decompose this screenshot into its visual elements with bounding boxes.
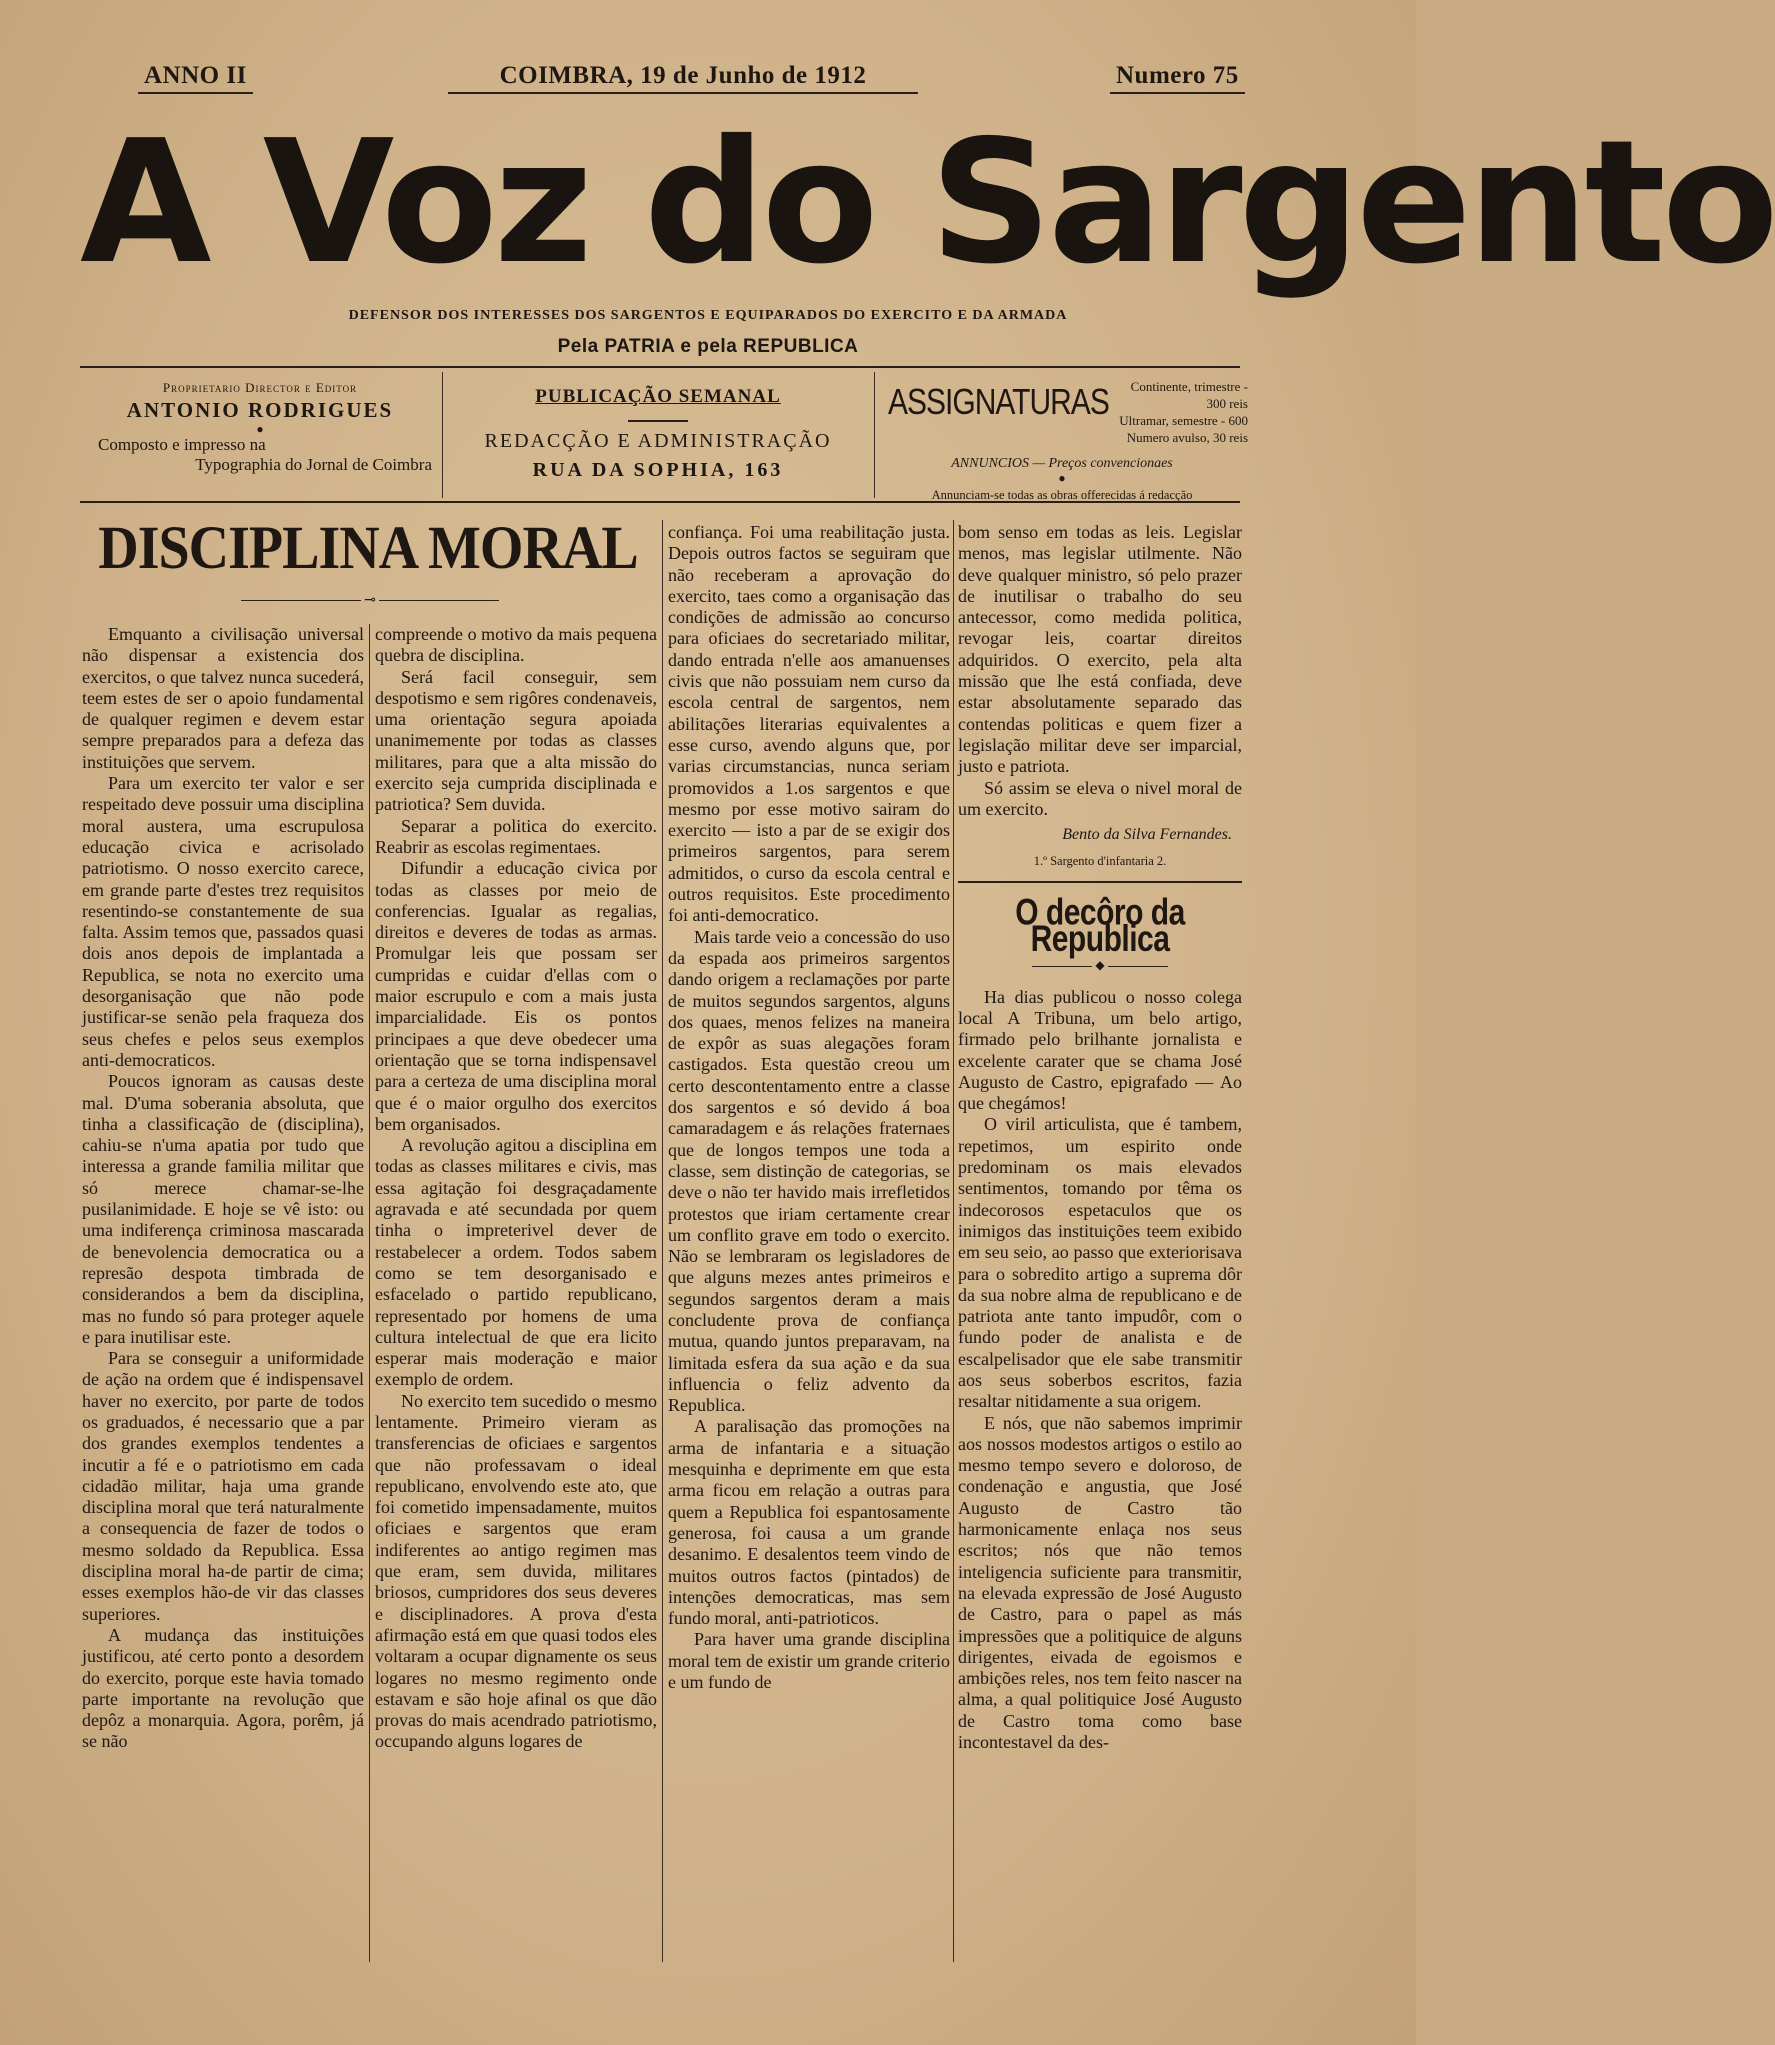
paragraph: Difundir a educação civica por todas as classes por meio de conferencias. Igualar as regalias, direitos e deveres de todas as armas. Promulgar leis que possam ser cumpridas e cuidar d'ellas com o maior escrupulo e com a mais justa imparcialidade. Eis os pontos principaes a que deve obedecer uma orientação que se torna indispensavel para a certeza de uma disciplina moral que é o maior orgulho dos exercitos bem organisados. xyxy=(375,858,657,1134)
price-avulso: Numero avulso, 30 reis xyxy=(1126,430,1248,445)
paragraph: Para haver uma grande disciplina moral tem de existir um grande criterio e um fundo de xyxy=(668,1629,950,1693)
paragraph: O viril articulista, que é tambem, repetimos, um espirito onde predominam os mais elevados sentimentos, tomando por têma os indecorosos espetaculos que os inimigos das instituições teem exibido em seu seio, ao passo que exteriorisava para o sobredito artigo a suprema dôr da sua nobre alma de republicano e de patriota ante tanto impudôr, com o fundo poder de analista e de escalpelisador que ele sabe transmitir aos seus soberbos escritos, fazia resaltar nitidamente a sua origem. xyxy=(958,1114,1242,1412)
short-rule xyxy=(628,420,688,422)
info-divider-left xyxy=(442,372,443,498)
ads-pricing: ANNUNCIOS — Preços convencionaes xyxy=(951,456,1173,471)
dot-ornament: ● xyxy=(1058,471,1066,485)
publication-info xyxy=(444,372,872,500)
paragraph: compreende o motivo da mais pequena quebra de disciplina. xyxy=(375,624,657,666)
paragraph: Separar a politica do exercito. Reabrir as escolas regimentaes. xyxy=(375,815,657,857)
paragraph: Poucos ignoram as causas deste mal. D'uma soberania absoluta, que tinha a classificação de (disciplina), cahiu-se n'uma apatia por tudo que interessa a grande familia militar que só merece chamar-se-lhe pusilanimidade. E hoje se vê isto: ou uma indiferença criminosa mascarada de benevolencia democratica ou a represão despota timbrada de considerandos a bem da disciplina, mas no fundo só para proteger aquele e para inutilisar este. xyxy=(82,1071,364,1347)
printed-label: Composto e impresso na xyxy=(98,435,266,454)
subscription-prices xyxy=(1119,378,1248,446)
article-column-1 xyxy=(82,624,364,1964)
title-ornament: ⊸ xyxy=(230,592,510,609)
article-column-4 xyxy=(958,522,1242,1964)
paragraph: bom senso em todas as leis. Legislar menos, mas legislar utilmente. Não deve qualquer ministro, só pelo prazer de inutilisar o trabalho do seu antecessor, como medida politica, revogar leis, coartar direitos adquiridos. O exercito, pela alta missão que lhe está confiada, deve estar absolutamente separado das contendas politicas e quem fizer a legislação militar deve ser imparcial, justo e patriota. xyxy=(958,522,1242,777)
dateline: COIMBRA, 19 de Junho de 1912 xyxy=(448,62,918,94)
issue-number: Numero 75 xyxy=(1110,62,1245,94)
paragraph: Para um exercito ter valor e ser respeitado deve possuir uma disciplina moral austera, uma escrupulosa educação civica e acrisolado patriotismo. O nosso exercito carece, em grande parte d'estes trez requisitos resentindo-se constantemente de sua falta. Assim temos que, passados quasi dois anos depois de implantada a Republica, se nota no exercito uma desorganisação que não pode justificar-se senão pela fraqueza dos seus chefes e pelos seus exemplos anti-democraticos. xyxy=(82,773,364,1070)
column-rule xyxy=(369,624,370,1962)
paragraph: No exercito tem sucedido o mesmo lentamente. Primeiro vieram as transferencias de oficiaes e sargentos que não professavam o ideal republicano, envolvendo este ato, que foi cometido impensadamente, muitos oficiaes e sargentos que eram indiferentes ao antigo regimen mas que eram, sem duvida, militares briosos, cumpridores dos seus deveres e disciplinadores. A prova d'esta afirmação está em que quasi todos eles voltaram a ocupar dignamente os seus logares no mesmo regimento onde estavam e são hoje afinal os que dão provas do mais acendrado patriotismo, occupando alguns logares de xyxy=(375,1390,657,1752)
subscriptions-info xyxy=(876,372,1248,500)
publication-frequency: PUBLICAÇÃO SEMANAL xyxy=(535,386,781,407)
ads-note: Annunciam-se todas as obras offerecidas á redacção xyxy=(931,488,1193,502)
editorial-office: REDACÇÃO E ADMINISTRAÇÃO xyxy=(484,430,832,452)
subscriptions-title: ASSIGNATURAS xyxy=(888,382,1109,423)
price-continente: Continente, trimestre - 300 reis xyxy=(1130,379,1248,411)
info-divider-right xyxy=(874,372,875,498)
dot-ornament: ● xyxy=(256,422,264,436)
tagline: DEFENSOR DOS INTERESSES DOS SARGENTOS E EQUIPARADOS DO EXERCITO E DA ARMADA xyxy=(348,308,1068,323)
paragraph: confiança. Foi uma reabilitação justa. Depois outros factos se seguiram que não receberam a aprovação do exercito, taes como a organisação das condições de admissão ao concurso para oficiaes do secretariado militar, dando entrada n'elle aos amanuenses civis que não possuiam nem curso da escola central de sargentos, nem abilitações literarias equivalentes a esse curso, avendo alguns que, por varias circumstancias, nunca seriam promovidos a 1.os sargentos e que mesmo por esse motivo sairam do exercito — isto a par de se exigir dos primeiros sargentos, para serem admitidos, o curso da escola central e outros requisitos. Este procedimento foi anti-democratico. xyxy=(668,522,950,926)
author-signature: Bento da Silva Fernandes. xyxy=(1062,826,1232,844)
author-rank: 1.º Sargento d'infantaria 2. xyxy=(1033,854,1167,869)
owner-name: ANTONIO RODRIGUES xyxy=(126,398,394,422)
paragraph: Para se conseguir a uniformidade de ação na ordem que é indispensavel haver no exercito, por parte de todos os graduados, é necessario que a par dos grandes exemplos tendentes a incutir a fé e o patriotismo em cada cidadão militar, haja uma grande disciplina moral que terá naturalmente a consequencia de fazer de todos o mesmo soldado da Republica. Essa disciplina moral ha-de partir de cima; esses exemplos hão-de vir das classes superiores. xyxy=(82,1348,364,1624)
column-rule xyxy=(662,520,663,1962)
paragraph: A revolução agitou a disciplina em todas as classes militares e civis, mas essa agitação foi desgraçadamente agravada e até secundada por quem tinha o impreterivel dever de restabelecer a ordem. Todos sabem como se tem desorganisado e esfacelado o partido republicano, representado por homens de uma cultura intelectual de que era licito esperar mais moderação e maior exemplo de ordem. xyxy=(375,1135,657,1390)
paragraph: A mudança das instituições justificou, até certo ponto a desordem do exercito, porque este havia tomado parte importante na revolução que depôz a monarquia. Agora, porêm, já se não xyxy=(82,1624,364,1752)
article-column-2 xyxy=(375,624,657,1964)
price-ultramar: Ultramar, semestre - 600 xyxy=(1119,413,1248,428)
article2-ornament: ◆ xyxy=(958,955,1242,976)
paragraph: Só assim se eleva o nivel moral de um exercito. xyxy=(958,777,1242,819)
paragraph: Será facil conseguir, sem despotismo e sem rigôres condenaveis, uma orientação segura apoiada unanimemente por todas as classes militares, para que a alta missão do exercito seja cumprida disciplinada e patriotica? Sem duvida. xyxy=(375,666,657,815)
paragraph: Mais tarde veio a concessão do uso da espada aos primeiros sargentos dando origem a reclamações por parte de muitos segundos sargentos, alguns dos quaes, menos felizes na maneira de expôr as suas alegações foram castigados. Esta questão creou um certo descontentamento entre a classe dos sargentos e só devido á boa camaradagem e ás relações fraternaes que de longos tempos une toda a classe, sem distinção de categorias, se deve o não ter havido mais irrefletidos protestos que iriam certamente crear um conflito grave em todo o exercito. Não se lembraram os legisladores de que alguns mezes antes primeiros e segundos sargentos deram a mais concludente prova de confiança mutua, quando juntos preparavam, na limitada esfera da sua ação e da sua influencia o feliz advento da Republica. xyxy=(668,926,950,1416)
article-separator xyxy=(958,881,1242,883)
office-address: RUA DA SOPHIA, 163 xyxy=(532,459,784,481)
paragraph: Ha dias publicou o nosso colega local A Tribuna, um belo artigo, firmado pelo brilhante jornalista e excelente carater que se chama José Augusto de Castro, epigrafado — Ao que chegámos! xyxy=(958,986,1242,1114)
article2-title: O decôro da Republica xyxy=(1015,891,1185,960)
proprietor-label: Proprietario Director e Editor xyxy=(162,380,358,395)
motto: Pela PATRIA e pela REPUBLICA xyxy=(557,336,859,357)
column-rule xyxy=(953,520,954,1962)
paragraph: Emquanto a civilisação universal não dispensar a existencia dos exercitos, o que talvez nunca sucederá, teem estes de ser o apoio fundamental de qualquer regimen e devem estar sempre preparados para a defeza das instituições que servem. xyxy=(82,624,364,772)
article-column-3 xyxy=(668,522,950,1964)
paragraph: A paralisação das promoções na arma de infantaria e a situação mesquinha e deprimente em que esta arma ficou em relação a outras para quem a Republica foi espantosamente generosa, foi causa a um grande desanimo. E desalentos teem vindo de muitos outros factos (pintados) de intenções democraticas, mas sem fundo moral, anti-patrioticos. xyxy=(668,1416,950,1629)
masthead-title: A Voz do Sargento xyxy=(80,104,1775,302)
article-title: DISCIPLINA MORAL xyxy=(98,513,638,583)
paragraph: E nós, que não sabemos imprimir aos nossos modestos artigos o estilo ao mesmo tempo severo e doloroso, de condenação e angustia, que José Augusto de Castro tão harmonicamente enlaça nos seus escritos; nós que não temos inteligencia suficiente para transmitir, na elevada expressão de José Augusto de Castro, para o papel as más impressões que a politiquice de alguns dirigentes, eivada de egoismos e ambições reles, nos tem feito nascer na alma, a qual politiquice José Augusto de Castro toma como base incontestavel da des- xyxy=(958,1412,1242,1753)
printer-name: Typographia do Jornal de Coimbra xyxy=(195,455,432,474)
publisher-info xyxy=(80,372,440,500)
issue-year: ANNO II xyxy=(138,62,253,94)
header-top-rule xyxy=(80,366,1240,368)
